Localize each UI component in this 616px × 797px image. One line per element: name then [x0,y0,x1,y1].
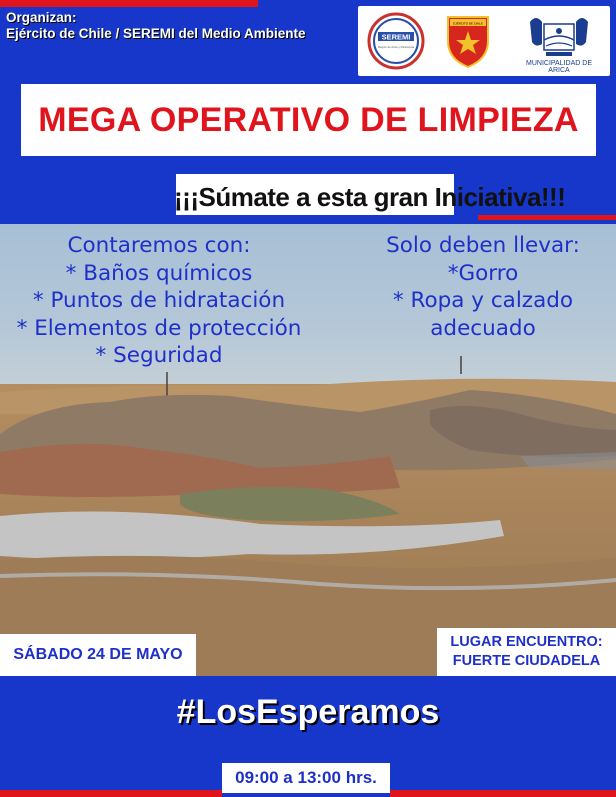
provided-item: * Seguridad [95,343,223,368]
event-time: 09:00 a 13:00 hrs. [222,763,390,793]
provided-item: * Elementos de protección [16,315,302,341]
meeting-point [437,628,616,676]
middle-red-stripe [478,215,616,220]
provided-item: * Baños químicos [65,260,253,286]
seremi-logo-subtext: Región de Arica y Parinacota [377,45,415,49]
seremi-logo-text: SEREMI [381,32,411,42]
arica-logo-text: MUNICIPALIDAD DE ARICA [526,60,592,74]
organizers-label: Organizan: [6,10,77,25]
bring-heading: Solo deben llevar: [386,233,580,258]
event-date: SÁBADO 24 DE MAYO [0,634,196,676]
provided-item: * Puntos de hidratación [32,288,286,313]
bring-item: *Gorro [447,260,519,286]
provided-list [0,232,318,370]
organizers-names: Ejército de Chile / SEREMI del Medio Ambiente [6,26,306,41]
logo-panel [358,6,610,76]
army-shield-logo [444,11,492,69]
tagline: ¡¡¡Súmate a esta gran Iniciativa!!! [174,182,566,212]
title-banner [21,84,596,156]
organizers-block [6,10,306,42]
bottom-right-red-stripe [390,790,616,797]
bring-item: adecuado [430,315,536,341]
bring-item: * Ropa y calzado [392,288,574,313]
seremi-logo [366,11,426,71]
provided-heading: Contaremos con: [67,233,251,258]
bottom-left-red-stripe [0,790,222,797]
meeting-place: FUERTE CIUDADELA [452,653,601,669]
bring-list [352,232,614,342]
event-title: MEGA OPERATIVO DE LIMPIEZA [38,100,579,139]
arica-municipality-logo [516,10,602,74]
arica-crest-icon [516,10,602,60]
hashtag: #LosEsperamos [176,693,440,731]
top-red-stripe [0,0,258,7]
army-logo-text: EJÉRCITO DE CHILE [453,21,483,26]
meeting-label: LUGAR ENCUENTRO: [450,634,603,650]
